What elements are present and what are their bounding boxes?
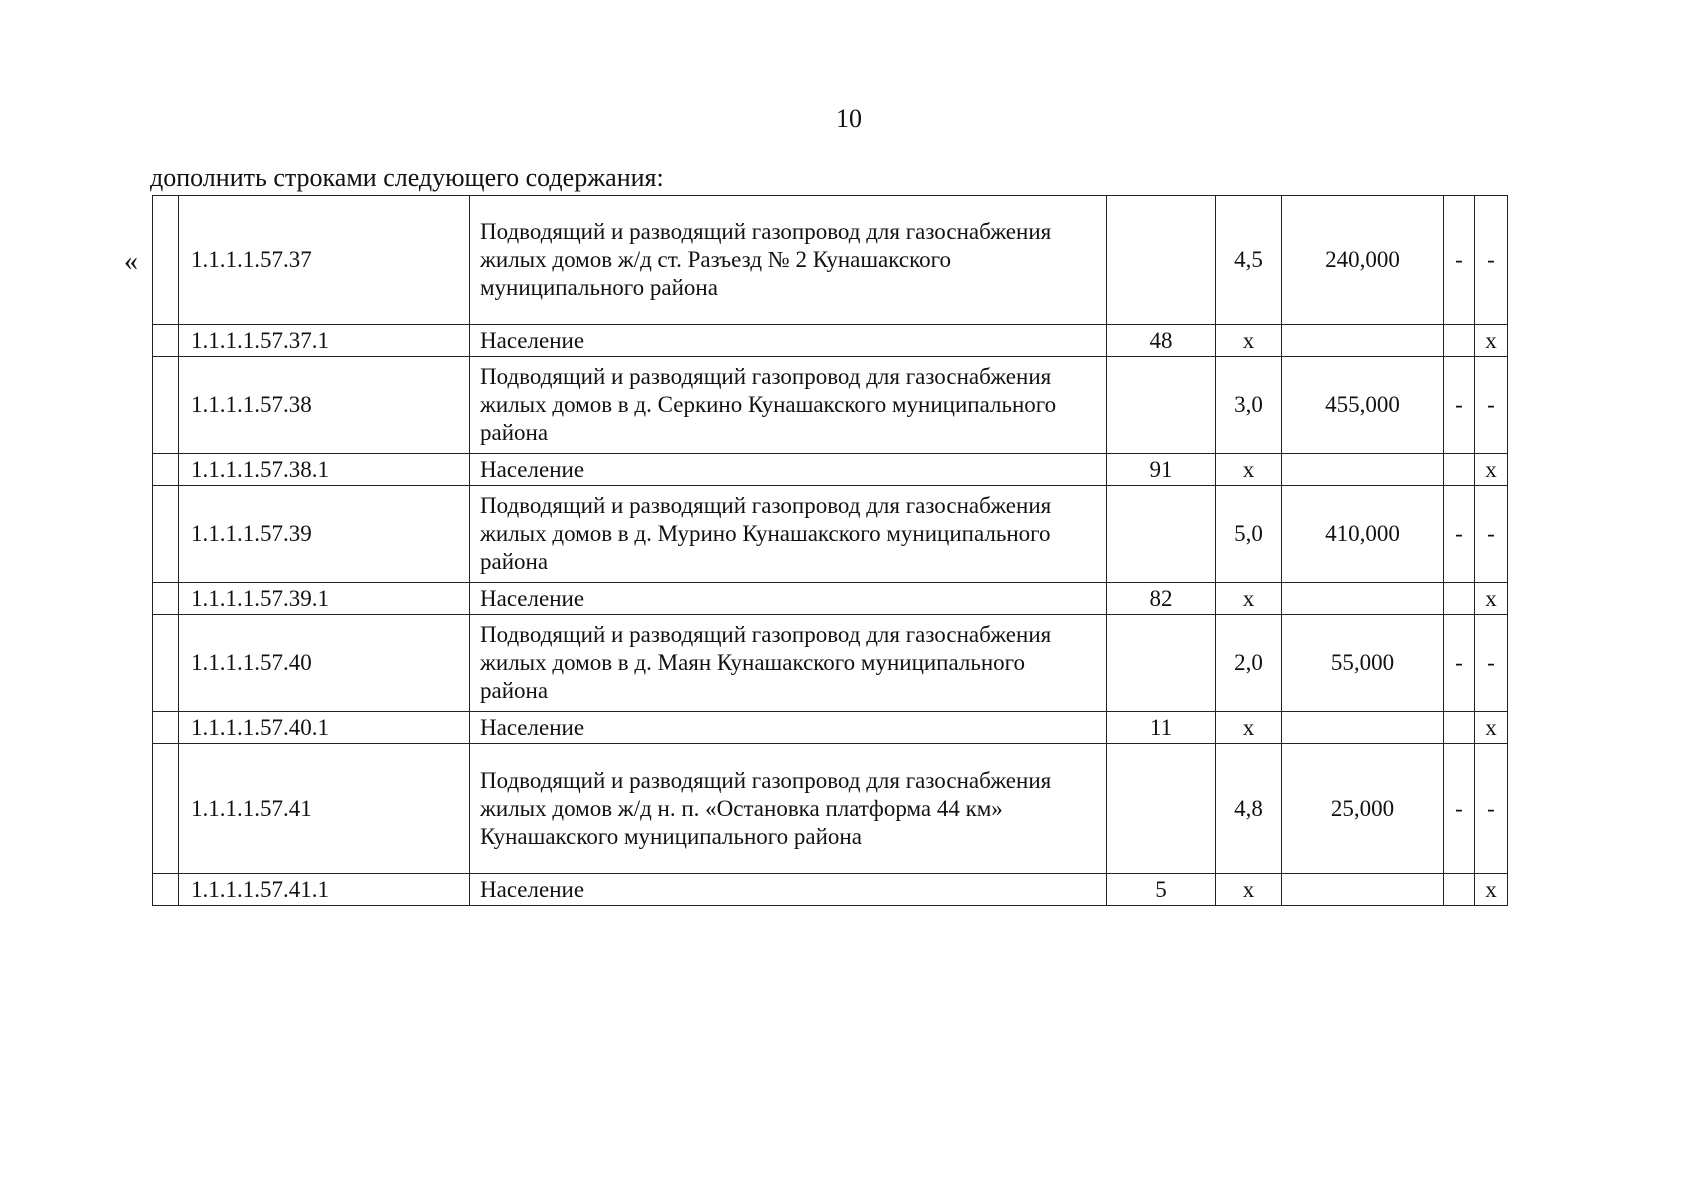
table-row xyxy=(153,454,1508,486)
row-blank-cell xyxy=(153,583,179,615)
table-row xyxy=(153,712,1508,744)
row-col8: х xyxy=(1475,874,1508,906)
row-col5: х xyxy=(1216,583,1282,615)
row-col6: 55,000 xyxy=(1282,615,1444,712)
row-name: Подводящий и разводящий газопровод для газоснабжения жилых домов в д. Маян Кунашакского муниципального района xyxy=(470,615,1107,712)
row-code: 1.1.1.1.57.41 xyxy=(179,744,470,874)
row-col8: х xyxy=(1475,454,1508,486)
table-row xyxy=(153,325,1508,357)
row-col4 xyxy=(1107,615,1216,712)
row-col5: х xyxy=(1216,325,1282,357)
row-blank-cell xyxy=(153,357,179,454)
row-blank-cell xyxy=(153,874,179,906)
row-col4: 11 xyxy=(1107,712,1216,744)
intro-text: дополнить строками следующего содержания: xyxy=(150,163,664,192)
row-col8: - xyxy=(1475,357,1508,454)
row-name: Население xyxy=(470,583,1107,615)
row-col6 xyxy=(1282,454,1444,486)
row-blank-cell xyxy=(153,486,179,583)
row-name: Подводящий и разводящий газопровод для газоснабжения жилых домов в д. Мурино Кунашакского муниципального района xyxy=(470,486,1107,583)
row-col6: 410,000 xyxy=(1282,486,1444,583)
table-row xyxy=(153,196,1508,325)
table-row xyxy=(153,357,1508,454)
row-col6 xyxy=(1282,325,1444,357)
table-row xyxy=(153,874,1508,906)
row-name: Подводящий и разводящий газопровод для газоснабжения жилых домов ж/д н. п. «Остановка платформа 44 км» Кунашакского муниципального района xyxy=(470,744,1107,874)
table-row xyxy=(153,744,1508,874)
row-col8: - xyxy=(1475,486,1508,583)
row-col7 xyxy=(1444,583,1475,615)
row-col5: 3,0 xyxy=(1216,357,1282,454)
row-col6: 240,000 xyxy=(1282,196,1444,325)
row-name: Население xyxy=(470,874,1107,906)
row-code: 1.1.1.1.57.37 xyxy=(179,196,470,325)
row-col7: - xyxy=(1444,615,1475,712)
row-col8: - xyxy=(1475,615,1508,712)
row-col6 xyxy=(1282,712,1444,744)
row-col4: 91 xyxy=(1107,454,1216,486)
row-col4 xyxy=(1107,357,1216,454)
row-col7: - xyxy=(1444,357,1475,454)
row-col8: х xyxy=(1475,325,1508,357)
row-col6 xyxy=(1282,583,1444,615)
row-col8: - xyxy=(1475,744,1508,874)
row-code: 1.1.1.1.57.40.1 xyxy=(179,712,470,744)
table-row xyxy=(153,486,1508,583)
row-code: 1.1.1.1.57.39.1 xyxy=(179,583,470,615)
row-blank-cell xyxy=(153,325,179,357)
row-col6 xyxy=(1282,874,1444,906)
row-col4 xyxy=(1107,196,1216,325)
row-col7 xyxy=(1444,712,1475,744)
amendment-table xyxy=(152,195,1508,906)
row-col7 xyxy=(1444,325,1475,357)
row-blank-cell xyxy=(153,454,179,486)
row-col7: - xyxy=(1444,196,1475,325)
row-col5: 2,0 xyxy=(1216,615,1282,712)
row-code: 1.1.1.1.57.37.1 xyxy=(179,325,470,357)
row-col4 xyxy=(1107,744,1216,874)
row-code: 1.1.1.1.57.40 xyxy=(179,615,470,712)
row-code: 1.1.1.1.57.39 xyxy=(179,486,470,583)
row-col5: х xyxy=(1216,454,1282,486)
row-col8: х xyxy=(1475,583,1508,615)
row-blank-cell xyxy=(153,712,179,744)
row-name: Население xyxy=(470,454,1107,486)
table-row xyxy=(153,615,1508,712)
opening-quote: « xyxy=(124,246,138,277)
row-code: 1.1.1.1.57.41.1 xyxy=(179,874,470,906)
row-col4 xyxy=(1107,486,1216,583)
row-blank-cell xyxy=(153,744,179,874)
row-col4: 5 xyxy=(1107,874,1216,906)
row-col8: х xyxy=(1475,712,1508,744)
row-col5: х xyxy=(1216,712,1282,744)
table-row xyxy=(153,583,1508,615)
row-col7 xyxy=(1444,874,1475,906)
row-col7 xyxy=(1444,454,1475,486)
row-blank-cell xyxy=(153,196,179,325)
row-col5: 4,5 xyxy=(1216,196,1282,325)
row-code: 1.1.1.1.57.38.1 xyxy=(179,454,470,486)
row-col4: 48 xyxy=(1107,325,1216,357)
row-col5: 5,0 xyxy=(1216,486,1282,583)
row-col7: - xyxy=(1444,486,1475,583)
row-name: Население xyxy=(470,712,1107,744)
row-col8: - xyxy=(1475,196,1508,325)
row-blank-cell xyxy=(153,615,179,712)
row-name: Население xyxy=(470,325,1107,357)
row-col5: х xyxy=(1216,874,1282,906)
row-code: 1.1.1.1.57.38 xyxy=(179,357,470,454)
row-name: Подводящий и разводящий газопровод для газоснабжения жилых домов в д. Серкино Кунашакского муниципального района xyxy=(470,357,1107,454)
page-number: 10 xyxy=(836,104,862,133)
row-col6: 25,000 xyxy=(1282,744,1444,874)
row-col7: - xyxy=(1444,744,1475,874)
row-col5: 4,8 xyxy=(1216,744,1282,874)
row-name: Подводящий и разводящий газопровод для газоснабжения жилых домов ж/д ст. Разъезд № 2 Кунашакского муниципального района xyxy=(470,196,1107,325)
row-col6: 455,000 xyxy=(1282,357,1444,454)
row-col4: 82 xyxy=(1107,583,1216,615)
